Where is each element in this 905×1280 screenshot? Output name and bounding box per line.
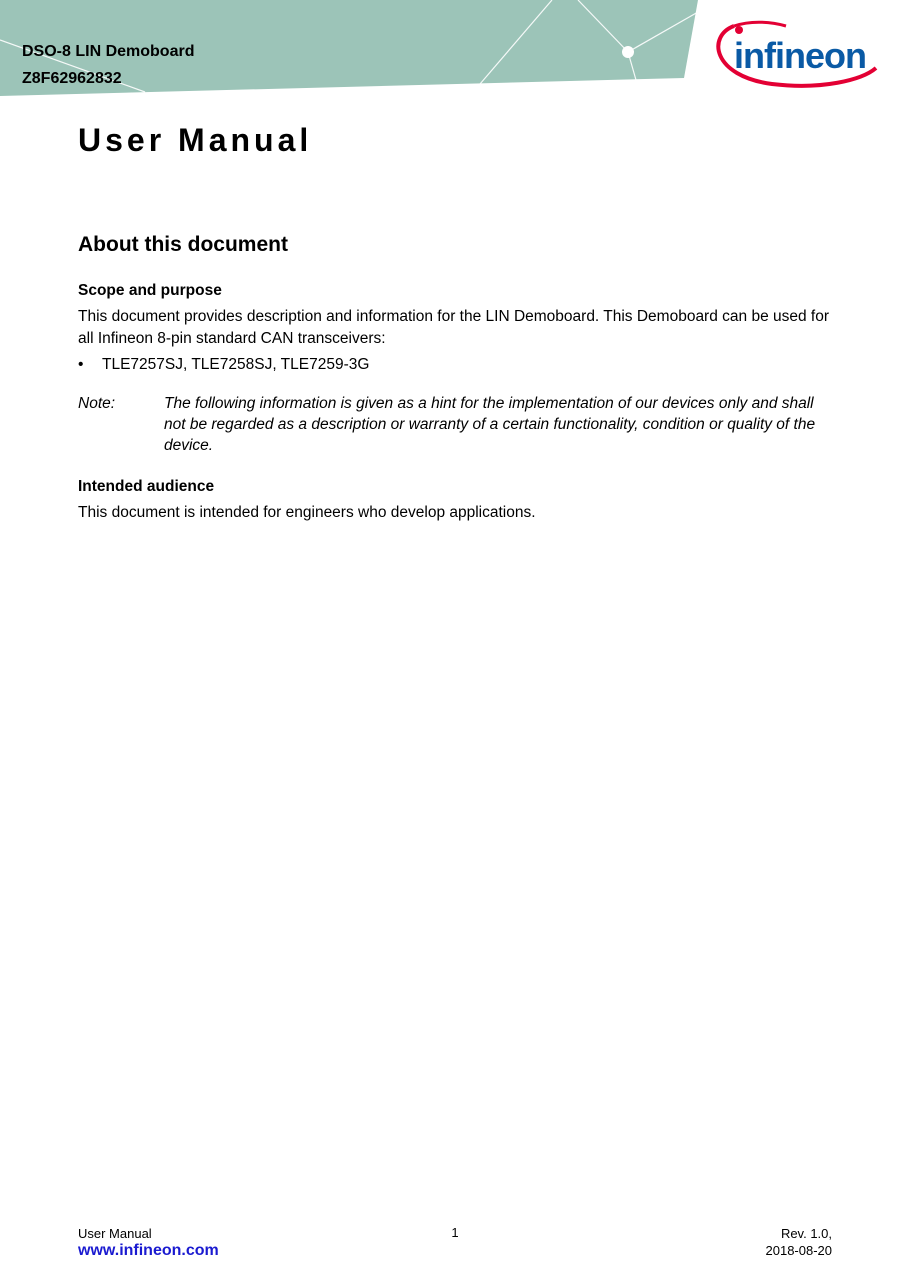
header-text: [22, 38, 194, 92]
scope-paragraph: This document provides description and information for the LIN Demoboard. This Demoboard can be used for all Infineon 8-pin standard CAN transceivers:: [78, 308, 830, 347]
page-footer: [78, 1225, 832, 1265]
subheading-audience: Intended audience: [78, 478, 215, 495]
footer-date: 2018-08-20: [765, 1243, 832, 1258]
footer-revision: Rev. 1.0,: [780, 1226, 832, 1241]
product-code: Z8F62962832: [22, 70, 122, 87]
bullet-icon: •: [78, 356, 84, 373]
section-heading-about: About this document: [78, 233, 288, 256]
list-item: [78, 354, 834, 376]
audience-paragraph: This document is intended for engineers who develop applications.: [78, 504, 536, 521]
page-number: 1: [451, 1225, 459, 1240]
footer-url-link[interactable]: www.infineon.com: [78, 1242, 219, 1259]
product-name: DSO-8 LIN Demoboard: [22, 43, 195, 60]
infineon-logo: [712, 14, 882, 98]
note-text: The following information is given as a hint for the implementation of our devices only and shall not be regarded as a description or warranty of a certain functionality, condition or quality of the device.: [164, 395, 816, 454]
subheading-scope: Scope and purpose: [78, 282, 222, 299]
bullet-text: TLE7257SJ, TLE7258SJ, TLE7259-3G: [102, 356, 370, 373]
page-title: User Manual: [78, 122, 313, 158]
logo-text: infineon: [734, 35, 866, 76]
document-body: [78, 118, 834, 524]
note-block: [78, 393, 834, 456]
note-label: Note:: [78, 395, 116, 412]
footer-doc-type: User Manual: [78, 1226, 152, 1241]
